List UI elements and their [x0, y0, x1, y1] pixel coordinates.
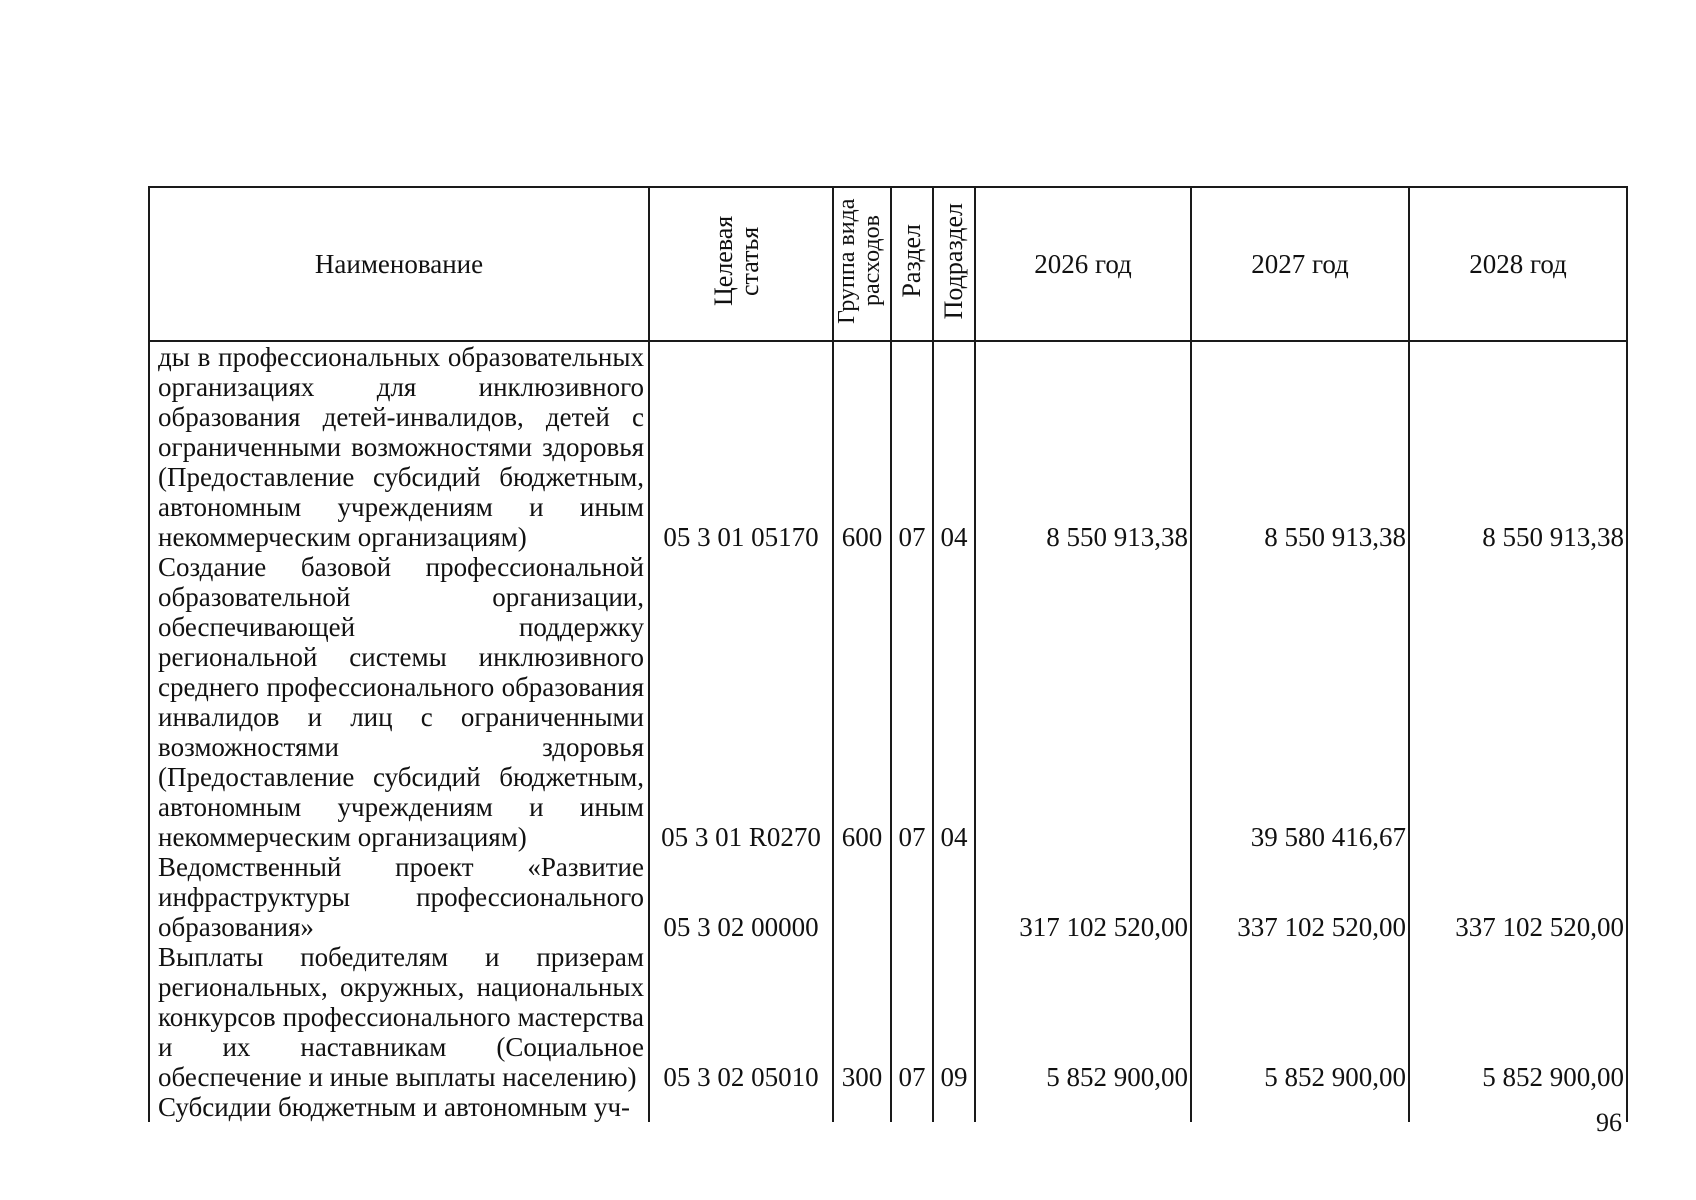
row-year-2027	[1191, 1092, 1409, 1122]
table-row	[149, 552, 1627, 852]
header-expense-group-label: Группа вида расходов	[834, 198, 885, 324]
row-target-article: 05 3 01 05170	[649, 341, 833, 552]
header-year-2026: 2026 год	[975, 187, 1191, 341]
header-target-article	[649, 187, 833, 341]
row-section	[891, 1092, 933, 1122]
row-year-2026: 5 852 900,00	[975, 942, 1191, 1092]
row-subsection	[933, 1092, 975, 1122]
row-section	[891, 852, 933, 942]
row-target-article: 05 3 02 00000	[649, 852, 833, 942]
row-year-2027: 8 550 913,38	[1191, 341, 1409, 552]
row-section: 07	[891, 341, 933, 552]
table-row	[149, 942, 1627, 1092]
table-row	[149, 852, 1627, 942]
header-name: Наименование	[149, 187, 649, 341]
row-subsection	[933, 852, 975, 942]
row-year-2028: 5 852 900,00	[1409, 942, 1627, 1092]
page-number: 96	[1596, 1108, 1622, 1137]
row-target-article: 05 3 02 05010	[649, 942, 833, 1092]
row-section: 07	[891, 552, 933, 852]
row-year-2026	[975, 1092, 1191, 1122]
row-target-article: 05 3 01 R0270	[649, 552, 833, 852]
row-name: Ведомственный проект «Развитие инфраструктуры профессионального образования»	[149, 852, 649, 942]
table-header-row	[149, 187, 1627, 341]
header-year-2028: 2028 год	[1409, 187, 1627, 341]
header-expense-group	[833, 187, 891, 341]
row-year-2027: 39 580 416,67	[1191, 552, 1409, 852]
row-subsection: 04	[933, 341, 975, 552]
row-year-2028: 337 102 520,00	[1409, 852, 1627, 942]
row-year-2026: 317 102 520,00	[975, 852, 1191, 942]
row-expense-group: 600	[833, 552, 891, 852]
row-year-2027: 5 852 900,00	[1191, 942, 1409, 1092]
row-target-article	[649, 1092, 833, 1122]
row-name: Выплаты победителям и призерам региональных, окружных, национальных конкурсов профессионального мастерства и их наставникам (Социальное обеспечение и иные выплаты населению)	[149, 942, 649, 1092]
header-subsection-label: Подраздел	[939, 202, 968, 320]
row-expense-group: 300	[833, 942, 891, 1092]
header-section	[891, 187, 933, 341]
header-target-article-label: Целевая статья	[709, 215, 764, 307]
table-row	[149, 341, 1627, 552]
row-year-2028	[1409, 1092, 1627, 1122]
table-row	[149, 1092, 1627, 1122]
row-subsection: 09	[933, 942, 975, 1092]
header-subsection	[933, 187, 975, 341]
row-name: Субсидии бюджетным и автономным уч-	[149, 1092, 649, 1122]
row-name: ды в профессиональных образовательных организациях для инклюзивного образования детей-инвалидов, детей с ограниченными возможностями здоровья (Предоставление субсидий бюджетным, автономным учреждениям и иным некоммерческим организациям)	[149, 341, 649, 552]
row-expense-group	[833, 852, 891, 942]
row-year-2027: 337 102 520,00	[1191, 852, 1409, 942]
row-subsection: 04	[933, 552, 975, 852]
row-year-2028: 8 550 913,38	[1409, 341, 1627, 552]
header-section-label: Раздел	[897, 224, 926, 298]
row-section: 07	[891, 942, 933, 1092]
row-expense-group: 600	[833, 341, 891, 552]
row-name: Создание базовой профессиональной образовательной организации, обеспечивающей поддержку региональной системы инклюзивного среднего профессионального образования инвалидов и лиц с ограниченными возможностями здоровья (Предоставление субсидий бюджетным, автономным учреждениям и иным некоммерческим организациям)	[149, 552, 649, 852]
header-year-2027: 2027 год	[1191, 187, 1409, 341]
row-year-2026: 8 550 913,38	[975, 341, 1191, 552]
row-year-2028	[1409, 552, 1627, 852]
row-year-2026	[975, 552, 1191, 852]
row-expense-group	[833, 1092, 891, 1122]
budget-table	[148, 186, 1628, 1122]
